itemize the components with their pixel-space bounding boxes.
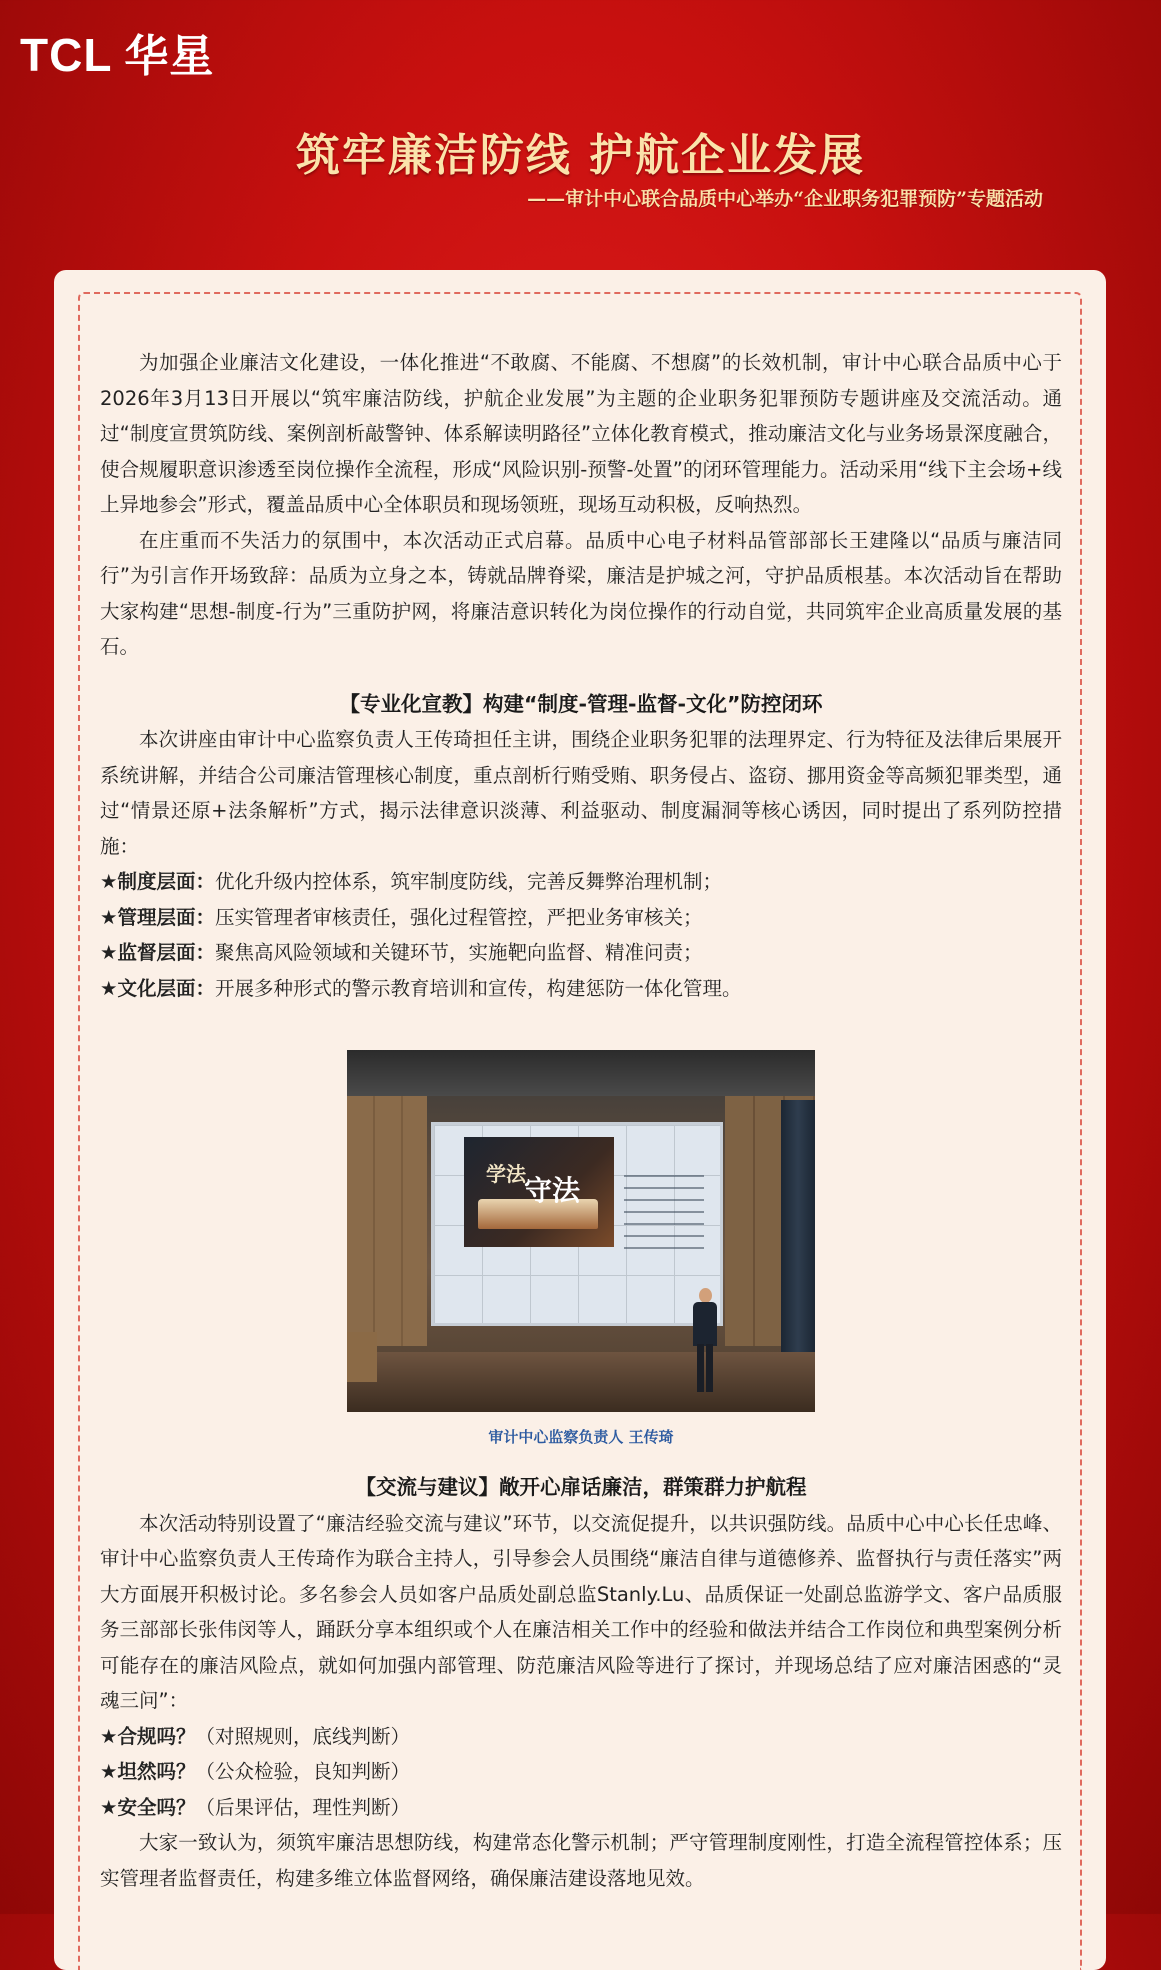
- speaker-legs: [697, 1344, 713, 1392]
- bullet-label: ★管理层面：: [100, 905, 215, 929]
- photo-caption: 审计中心监察负责人 王传琦: [488, 1428, 674, 1446]
- logo-text-en: TCL: [20, 29, 113, 81]
- bullet-label: ★文化层面：: [100, 976, 215, 1000]
- section-paragraph-exchange: 本次活动特别设置了“廉洁经验交流与建议”环节，以交流促提升，以共识强防线。品质中心中心长任忠峰、审计中心监察负责人王传琦作为联合主持人，引导参会人员围绕“廉洁自律与道德修养、监督执行与责任落实”两大方面展开积极讨论。多名参会人员如客户品质处副总监Stanly.Lu、品质保证一处副总监游学文、客户品质服务三部部长张伟闵等人，踊跃分享本组织或个人在廉洁相关工作中的经验和做法并结合工作岗位和典型案例分析可能存在的廉洁风险点，就如何加强内部管理、防范廉洁风险等进行了探讨，并现场总结了应对廉洁困惑的“灵魂三问”：: [100, 1511, 1062, 1712]
- bullet-text: 优化升级内控体系，筑牢制度防线，完善反舞弊治理机制；: [214, 870, 722, 893]
- slide-image: [464, 1137, 614, 1247]
- closing-paragraph: 大家一致认为，须筑牢廉洁思想防线，构建常态化警示机制；严守管理制度刚性，打造全流程管控体系；压实管理者监督责任，构建多维立体监督网络，确保廉洁建设落地见效。: [100, 1831, 1062, 1890]
- slide-text-lines: [624, 1175, 704, 1255]
- bullet-item: [100, 971, 1062, 1007]
- bullet-text: （后果评估，理性判断）: [195, 1795, 410, 1819]
- bullet-item: [100, 864, 1062, 900]
- article-card: [54, 270, 1106, 1970]
- article-content: [100, 345, 1062, 1896]
- bullet-item: [100, 1754, 1062, 1790]
- intro-paragraph-2: 在庄重而不失活力的氛围中，本次活动正式启幕。品质中心电子材料品管部部长王建隆以“品质与廉洁同行”为引言作开场致辞：品质为立身之本，铸就品牌脊梁，廉洁是护城之河，守护品质根基。本次活动旨在帮助大家构建“思想-制度-行为”三重防护网，将廉洁意识转化为岗位操作的行动自觉，共同筑牢企业高质量发展的基石。: [100, 528, 1062, 658]
- podium: [347, 1332, 377, 1382]
- bullet-item: [100, 935, 1062, 971]
- speaker-head: [699, 1288, 712, 1303]
- bullet-label: ★制度层面：: [100, 870, 215, 893]
- bullet-item: [100, 900, 1062, 936]
- bullet-item: [100, 1719, 1062, 1755]
- lecture-photo: [347, 1050, 815, 1412]
- bullet-text: （对照规则，底线判断）: [195, 1724, 410, 1748]
- slide-text-study-law: 学法: [486, 1162, 526, 1186]
- bullet-text: 开展多种形式的警示教育培训和宣传，构建惩防一体化管理。: [214, 976, 742, 1000]
- bullet-text: 压实管理者审核责任，强化过程管控，严把业务审核关；: [214, 905, 703, 929]
- bullet-text: （公众检验，良知判断）: [195, 1760, 410, 1783]
- bullet-label: ★合规吗？: [100, 1724, 196, 1748]
- logo-text-cn: 华星: [124, 31, 215, 82]
- bullet-text: 聚焦高风险领域和关键环节，实施靶向监督、精准问责；: [214, 941, 703, 964]
- section-paragraph-education: 本次讲座由审计中心监察负责人王传琦担任主讲，围绕企业职务犯罪的法理界定、行为特征及法律后果展开系统讲解，并结合公司廉洁管理核心制度，重点剖析行贿受贿、职务侵占、盗窃、挪用资金等高频犯罪类型，通过“情景还原+法条解析”方式，揭示法律意识淡薄、利益驱动、制度漏洞等核心诱因，同时提出了系列防控措施：: [100, 728, 1062, 858]
- page-subtitle: ——审计中心联合品质中心举办“企业职务犯罪预防”专题活动: [527, 188, 1043, 210]
- speaker-figure: [693, 1288, 717, 1394]
- projection-screen: [431, 1122, 723, 1326]
- bullet-label: ★监督层面：: [100, 941, 215, 964]
- section-heading-exchange: 【交流与建议】敞开心扉话廉洁，群策群力护航程: [355, 1475, 807, 1499]
- page-title: 筑牢廉洁防线 护航企业发展: [295, 130, 866, 181]
- tcl-huaxing-logo: [20, 29, 215, 82]
- intro-paragraph-1: 为加强企业廉洁文化建设，一体化推进“不敢腐、不能腐、不想腐”的长效机制，审计中心联合品质中心于2026年3月13日开展以“筑牢廉洁防线，护航企业发展”为主题的企业职务犯罪预防专题讲座及交流活动。通过“制度宣贯筑防线、案例剖析敲警钟、体系解读明路径”立体化教育模式，推动廉洁文化与业务场景深度融合，使合规履职意识渗透至岗位操作全流程，形成“风险识别-预警-处置”的闭环管理能力。活动采用“线下主会场+线上异地参会”形式，覆盖品质中心全体职员和现场领班，现场互动积极，反响热烈。: [100, 351, 1062, 516]
- speaker-body: [693, 1302, 717, 1346]
- photo-ceiling: [347, 1050, 815, 1096]
- bullet-item: [100, 1790, 1062, 1826]
- photo-floor: [347, 1352, 815, 1412]
- section-heading-education: 【专业化宣教】构建“制度-管理-监督-文化”防控闭环: [339, 691, 823, 716]
- bullet-label: ★坦然吗？: [100, 1760, 196, 1783]
- slide-text-obey-law: 守法: [524, 1174, 581, 1207]
- photo-wall-left: [347, 1096, 427, 1346]
- bullet-label: ★安全吗？: [100, 1795, 196, 1819]
